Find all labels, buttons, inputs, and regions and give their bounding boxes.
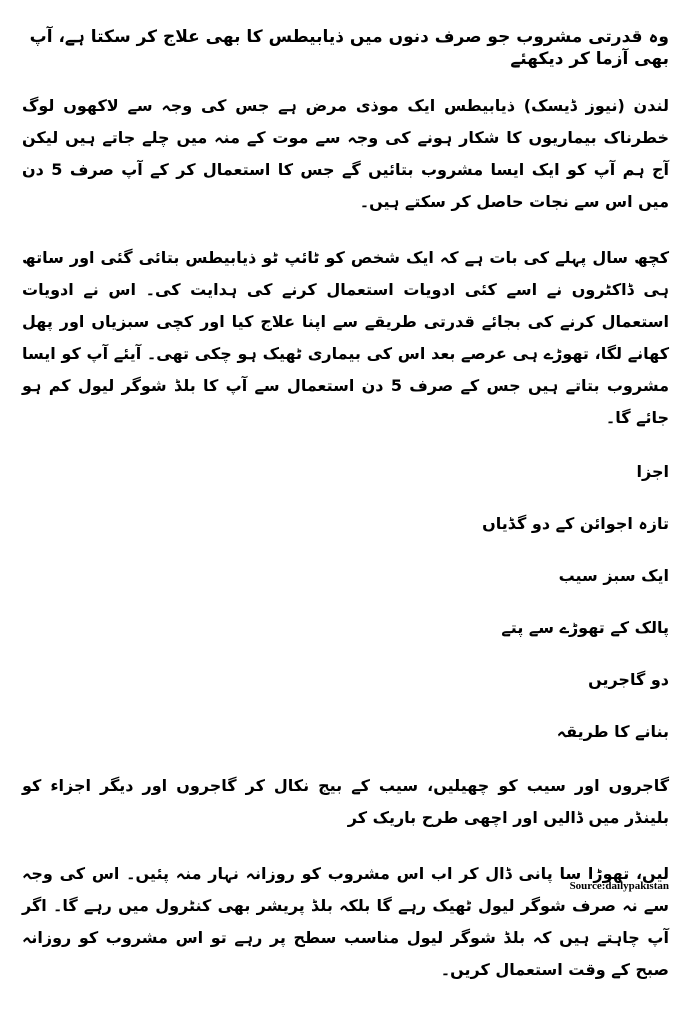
ingredient-item: ایک سبز سیب [558, 566, 669, 585]
article [22, 26, 669, 1010]
method-heading: بنانے کا طریقہ [556, 722, 669, 741]
story-paragraph: کچھ سال پہلے کی بات ہے کہ ایک شخص کو ٹائپ ٹو ذیابیطس بتائی گئی اور ساتھ ہی ڈاکٹروں نے اسے کئی ادویات استعمال کرنے کی ہدایت کی۔ اس نے ادویات استعمال کرنے کی بجائے قدرتی طریقے سے اپنا علاج کیا اور کچی سبزیاں اور پھل کھانے لگا، تھوڑے ہی عرصے بعد اس کی بیماری ٹھیک ہو چکی تھی۔ آیئے آپ کو ایسا مشروب بتاتے ہیں جس کے صرف 5 دن استعمال سے آپ کا بلڈ شوگر لیول کم ہو جائے گا۔ [22, 248, 670, 427]
article-title: وہ قدرتی مشروب جو صرف دنوں میں ذیابیطس کا بھی علاج کر سکتا ہے، آپ بھی آزما کر دیکھئے [29, 27, 669, 69]
source-credit: Source:dailypakistan [569, 880, 669, 892]
ingredient-item: دو گاجریں [588, 670, 669, 689]
ingredient-item: تازہ اجوائن کے دو گڈیاں [482, 514, 669, 533]
intro-paragraph: لندن (نیوز ڈیسک) ذیابیطس ایک موذی مرض ہے جس کی وجہ سے لاکھوں لوگ خطرناک بیماریوں کا شکار ہونے کی وجہ سے موت کے منہ میں چلے جاتے ہیں لیکن آج ہم آپ کو ایک ایسا مشروب بتائیں گے جس کا استعمال کر کے آپ صرف 5 دن میں اس سے نجات حاصل کر سکتے ہیں۔ [22, 96, 670, 211]
method-paragraph-continued: لیں، تھوڑا سا پانی ڈال کر اب اس مشروب کو روزانہ نہار منہ پئیں۔ اس کی وجہ سے نہ صرف شوگر لیول ٹھیک رہے گا بلکہ بلڈ پریشر بھی کنٹرول میں رہے گا۔ اگر آپ چاہتے ہیں کہ بلڈ شوگر لیول مناسب سطح پر رہے تو اس مشروب کو روزانہ صبح کے وقت استعمال کریں۔ [22, 864, 669, 979]
method-paragraph: گاجروں اور سیب کو چھیلیں، سیب کے بیج نکال کر گاجروں اور دیگر اجزاء کو بلینڈر میں ڈالیں اور اچھی طرح باریک کر [22, 776, 669, 827]
ingredients-heading: اجزا [636, 462, 669, 481]
ingredient-item: پالک کے تھوڑے سے پتے [501, 618, 669, 637]
